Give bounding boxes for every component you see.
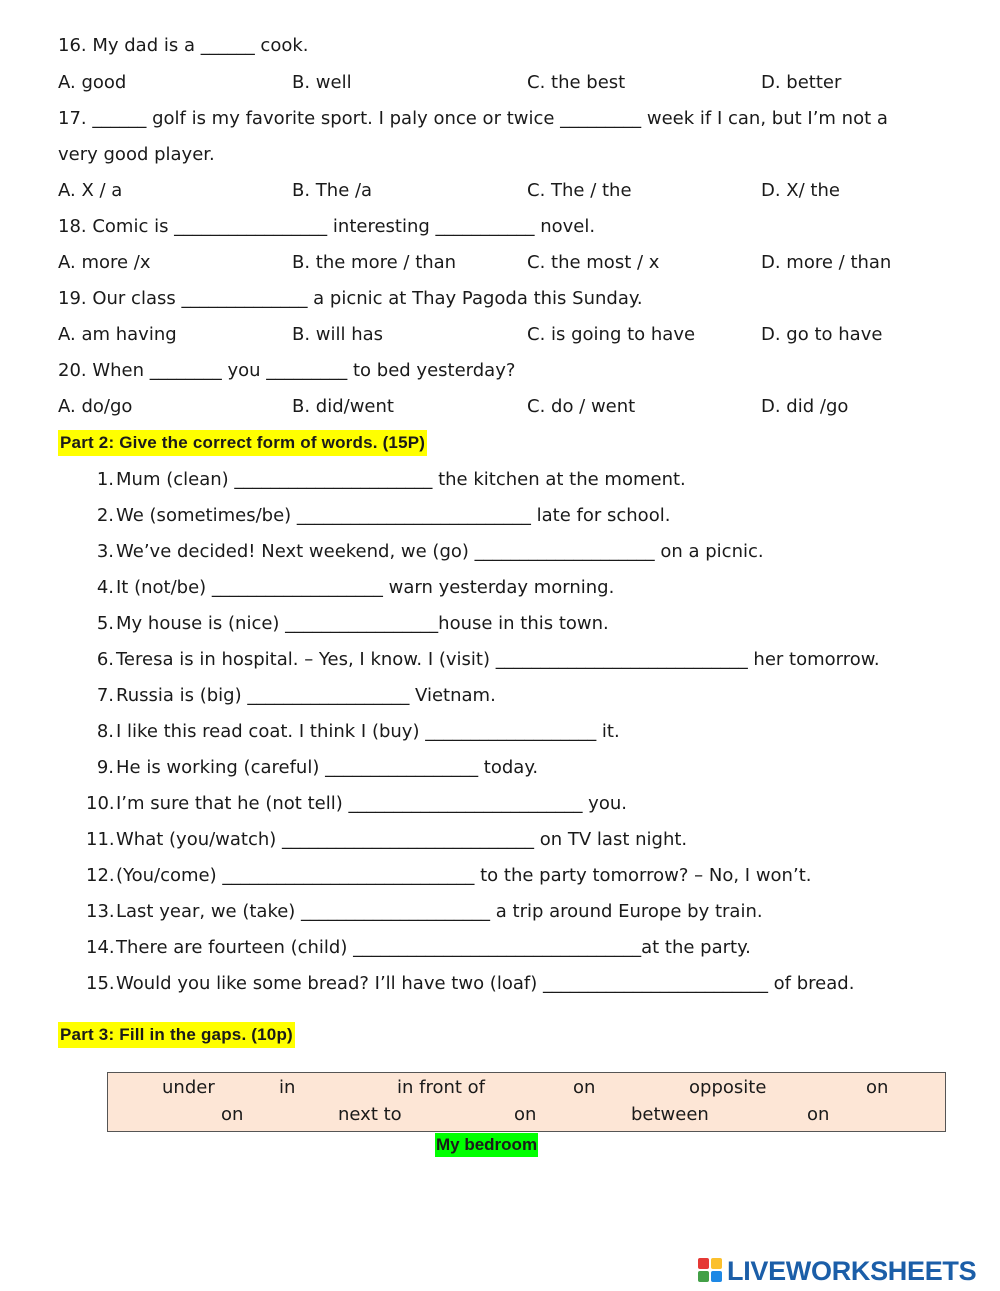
question-17-text: 17. ______ golf is my favorite sport. I paly once or twice _________ week if I can, but I’m not a: [58, 108, 888, 129]
question-18-text: 18. Comic is _________________ interesting ___________ novel.: [58, 216, 596, 237]
option-a: A. good: [58, 72, 127, 93]
item-text: I like this read coat. I think I (buy) ___________________ it.: [116, 721, 620, 742]
option-a: A. more /x: [58, 252, 151, 273]
item-number: 8.: [96, 721, 114, 742]
option-b: B. the more / than: [292, 252, 457, 273]
item-text: We (sometimes/be) __________________________ late for school.: [116, 505, 671, 526]
option-c: C. is going to have: [527, 324, 696, 345]
option-d: D. X/ the: [761, 180, 840, 201]
word-bank-word: in front of: [397, 1077, 486, 1098]
word-bank-word: next to: [338, 1104, 402, 1125]
item-text: Russia is (big) __________________ Vietnam.: [116, 685, 496, 706]
item-number: 3.: [96, 541, 114, 562]
option-c: C. The / the: [527, 180, 632, 201]
question-19-options: [58, 318, 958, 352]
question-16-options: [58, 66, 958, 100]
logo-text: LIVEWORKSHEETS: [727, 1255, 977, 1286]
option-d: D. go to have: [761, 324, 883, 345]
option-d: D. better: [761, 72, 842, 93]
question-20-text: 20. When ________ you _________ to bed yesterday?: [58, 360, 516, 381]
item-number: 10.: [86, 793, 115, 814]
item-number: 9.: [96, 757, 114, 778]
word-bank-word: on: [573, 1077, 596, 1098]
item-text: I’m sure that he (not tell) __________________________ you.: [116, 793, 627, 814]
item-text: Last year, we (take) _____________________ a trip around Europe by train.: [116, 901, 763, 922]
word-bank-box: [107, 1072, 946, 1132]
option-a: A. am having: [58, 324, 177, 345]
item-text: Teresa is in hospital. – Yes, I know. I (visit) ____________________________ her tomorrow.: [116, 649, 880, 670]
option-c: C. the best: [527, 72, 626, 93]
item-text: We’ve decided! Next weekend, we (go) ____________________ on a picnic.: [116, 541, 764, 562]
word-bank-word: on: [221, 1104, 244, 1125]
item-number: 2.: [96, 505, 114, 526]
option-b: B. well: [292, 72, 352, 93]
option-b: B. will has: [292, 324, 384, 345]
item-text: My house is (nice) _________________house in this town.: [116, 613, 609, 634]
word-bank-word: on: [807, 1104, 830, 1125]
item-number: 15.: [86, 973, 115, 994]
word-bank-word: between: [631, 1104, 709, 1125]
option-b: B. did/went: [292, 396, 394, 417]
item-text: There are fourteen (child) ________________________________at the party.: [116, 937, 751, 958]
item-number: 11.: [86, 829, 115, 850]
word-bank-word: on: [866, 1077, 889, 1098]
item-text: He is working (careful) _________________ today.: [116, 757, 539, 778]
logo-square: [698, 1258, 709, 1269]
section-subtitle: My bedroom: [435, 1133, 538, 1157]
option-c: C. the most / x: [527, 252, 660, 273]
option-b: B. The /a: [292, 180, 373, 201]
option-d: D. more / than: [761, 252, 892, 273]
logo-square: [698, 1271, 709, 1282]
item-text: It (not/be) ___________________ warn yesterday morning.: [116, 577, 615, 598]
part3-heading: Part 3: Fill in the gaps. (10p): [58, 1022, 295, 1048]
item-number: 1.: [96, 469, 114, 490]
logo-square: [711, 1271, 722, 1282]
word-bank-word: under: [162, 1077, 215, 1098]
item-text: What (you/watch) ____________________________ on TV last night.: [116, 829, 688, 850]
question-17-text-cont: very good player.: [58, 144, 215, 165]
item-text: Would you like some bread? I’ll have two (loaf) _________________________ of bread.: [116, 973, 855, 994]
item-number: 6.: [96, 649, 114, 670]
liveworksheets-logo[interactable]: [698, 1254, 976, 1288]
item-text: (You/come) ____________________________ to the party tomorrow? – No, I won’t.: [116, 865, 812, 886]
question-20-options: [58, 390, 958, 424]
item-number: 5.: [96, 613, 114, 634]
item-number: 4.: [96, 577, 114, 598]
part2-heading: Part 2: Give the correct form of words. (15P): [58, 430, 427, 456]
option-a: A. do/go: [58, 396, 133, 417]
item-number: 13.: [86, 901, 115, 922]
logo-grid-icon: [698, 1258, 724, 1284]
word-bank-word: in: [279, 1077, 296, 1098]
word-bank-word: on: [514, 1104, 537, 1125]
item-number: 14.: [86, 937, 115, 958]
option-d: D. did /go: [761, 396, 849, 417]
question-18-options: [58, 246, 958, 280]
option-c: C. do / went: [527, 396, 636, 417]
question-17-options: [58, 174, 958, 208]
question-19-text: 19. Our class ______________ a picnic at Thay Pagoda this Sunday.: [58, 288, 643, 309]
question-16-text: 16. My dad is a ______ cook.: [58, 35, 309, 56]
item-text: Mum (clean) ______________________ the kitchen at the moment.: [116, 469, 686, 490]
item-number: 7.: [96, 685, 114, 706]
item-number: 12.: [86, 865, 115, 886]
logo-square: [711, 1258, 722, 1269]
option-a: A. X / a: [58, 180, 123, 201]
word-bank-word: opposite: [689, 1077, 767, 1098]
